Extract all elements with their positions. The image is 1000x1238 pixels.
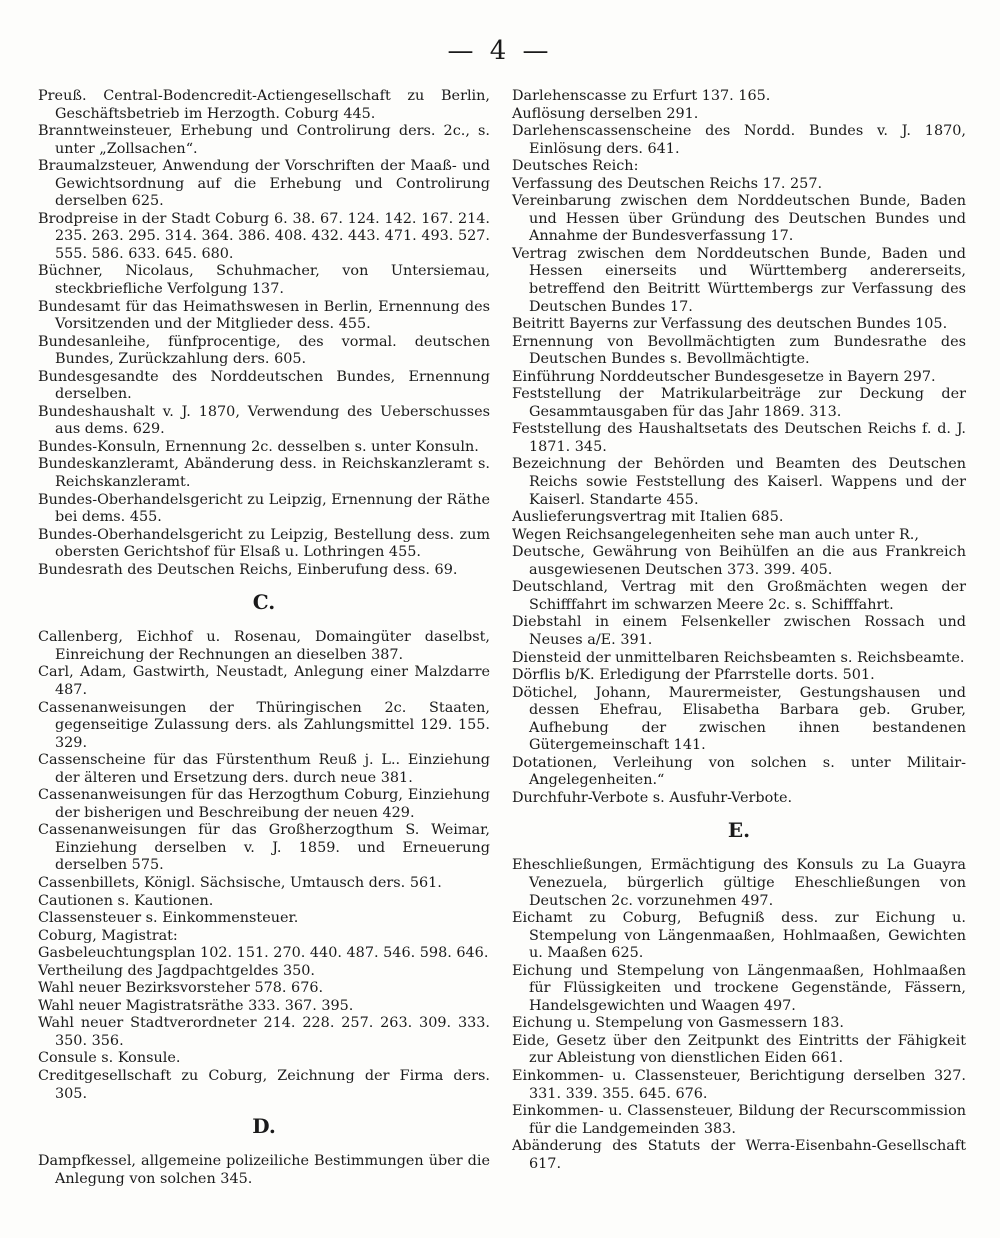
index-subentry: Einführung Norddeutscher Bundesgesetze in Bayern 297.: [512, 368, 936, 385]
index-subentry: Ernennung von Bevollmächtigten zum Bundesrathe des Deutschen Bundes s. Bevollmächtigte.: [512, 333, 966, 368]
entries-e-group: [512, 857, 966, 1173]
index-entry: Einkommen- u. Classensteuer, Bildung der Recurscommission für die Landgemeinden 383.: [512, 1103, 966, 1137]
entries-d2-group: [512, 544, 966, 807]
index-subentry: Vereinbarung zwischen dem Norddeutschen Bunde, Baden und Hessen über Gründung des Deutschen Bundes und Annahme der Bundesverfassung 17.: [512, 193, 966, 245]
index-entry: Cassenanweisungen für das Herzogthum Coburg, Einziehung der bisherigen und Beschreibung der neuen 429.: [38, 787, 490, 821]
reich-sub-group: [512, 176, 966, 544]
index-entry: Cassenscheine für das Fürstenthum Reuß j. L.. Einziehung der älteren und Ersetzung ders. durch neue 381.: [38, 752, 490, 786]
index-entry: Eichamt zu Coburg, Befugniß dess. zur Eichung u. Stempelung von Längenmaaßen, Hohlmaaßen, Gewichten u. Maaßen 625.: [512, 910, 966, 962]
index-entry: Dörflis b/K. Erledigung der Pfarrstelle dorts. 501.: [512, 667, 875, 684]
index-entry: Bundes-Oberhandelsgericht zu Leipzig, Bestellung dess. zum obersten Gerichtshof für Elsaß u. Lothringen 455.: [38, 526, 490, 561]
index-subentry: Vertrag zwischen dem Norddeutschen Bunde, Baden und Hessen einerseits und Württemberg andererseits, betreffend den Beitritt Württembergs zur Verfassung des Deutschen Bundes 17.: [512, 245, 966, 315]
index-entry: Darlehenscassenscheine des Nordd. Bundes v. J. 1870, Einlösung ders. 641.: [512, 123, 966, 157]
index-entry: Deutschland, Vertrag mit den Großmächten wegen der Schifffahrt im schwarzen Meere 2c. s. Schifffahrt.: [512, 579, 966, 613]
index-entry: Bundesamt für das Heimathswesen in Berlin, Ernennung des Vorsitzenden und der Mitglieder dess. 455.: [38, 298, 490, 333]
index-entry: Callenberg, Eichhof u. Rosenau, Domaingüter daselbst, Einreichung der Rechnungen an dieselben 387.: [38, 629, 490, 663]
index-entry: Preuß. Central-Bodencredit-Actiengesellschaft zu Berlin, Geschäftsbetrieb im Herzogth. Coburg 445.: [38, 88, 490, 122]
index-entry: Carl, Adam, Gastwirth, Neustadt, Anlegung einer Malzdarre 487.: [38, 664, 490, 698]
index-subentry: Bezeichnung der Behörden und Beamten des Deutschen Reichs sowie Feststellung des Kaiserl. Wappens und der Kaiserl. Standarte 455.: [512, 456, 966, 508]
index-subentry: Vertheilung des Jagdpachtgeldes 350.: [38, 962, 315, 979]
index-subentry: Feststellung der Matrikularbeiträge zur Deckung der Gesammtausgaben für das Jahr 1869. 313.: [512, 386, 966, 420]
index-entry: Creditgesellschaft zu Coburg, Zeichnung der Firma ders. 305.: [38, 1067, 490, 1102]
index-entry: Durchfuhr-Verbote s. Ausfuhr-Verbote.: [512, 789, 793, 806]
index-entry: Cassenanweisungen für das Großherzogthum S. Weimar, Einziehung derselben v. J. 1859. und Erneuerung derselben 575.: [38, 822, 490, 874]
index-entry: Bundeskanzleramt, Abänderung dess. in Reichskanzleramt s. Reichskanzleramt.: [38, 456, 490, 491]
index-subentry: Wahl neuer Magistratsräthe 333. 367. 395.: [38, 997, 354, 1014]
index-entry: Braumalzsteuer, Anwendung der Vorschriften der Maaß- und Gewichtsordnung auf die Erhebung und Controlirung derselben 625.: [38, 158, 490, 210]
entries-after-group: [38, 1050, 490, 1103]
index-entry: Classensteuer s. Einkommensteuer.: [38, 910, 299, 927]
index-entry: Diensteid der unmittelbaren Reichsbeamten s. Reichsbeamte.: [512, 649, 965, 666]
index-entry: Dotationen, Verleihung von solchen s. unter Militair-Angelegenheiten.“: [512, 754, 966, 789]
index-subentry: Wahl neuer Stadtverordneter 214. 228. 257. 263. 309. 333. 350. 356.: [38, 1015, 490, 1049]
index-entry: Auflösung derselben 291.: [512, 105, 699, 122]
index-entry: Deutsche, Gewährung von Beihülfen an die aus Frankreich ausgewiesenen Deutschen 373. 399. 405.: [512, 544, 966, 578]
index-subentry: Verfassung des Deutschen Reichs 17. 257.: [512, 175, 823, 192]
index-subentry: Wegen Reichsangelegenheiten sehe man auch unter R.,: [512, 526, 919, 543]
index-entry: Eide, Gesetz über den Zeitpunkt des Eintritts der Fähigkeit zur Ableistung von dienstlichen Eiden 661.: [512, 1032, 966, 1067]
index-subentry: Feststellung des Haushaltsetats des Deutschen Reichs f. d. J. 1871. 345.: [512, 421, 966, 455]
coburg-sub-group: [38, 945, 490, 1050]
entries-d-right-group: [512, 88, 966, 176]
index-entry: Bundesanleihe, fünfprocentige, des vormal. deutschen Bundes, Zurückzahlung ders. 605.: [38, 333, 490, 368]
index-subentry: Wahl neuer Bezirksvorsteher 578. 676.: [38, 980, 324, 997]
index-entry: Bundesrath des Deutschen Reichs, Einberufung dess. 69.: [38, 561, 458, 578]
index-entry: Cautionen s. Kautionen.: [38, 892, 214, 909]
index-entry: Darlehenscasse zu Erfurt 137. 165.: [512, 88, 771, 104]
section-letter-e: E.: [727, 818, 751, 843]
index-entry: Eichung und Stempelung von Längenmaaßen, Hohlmaaßen für Flüssigkeiten und trockene Gegenstände, Fässern, Handelsgewichten und Waagen 497.: [512, 962, 966, 1014]
index-entry: Diebstahl in einem Felsenkeller zwischen Rossach und Neuses a/E. 391.: [512, 614, 966, 648]
index-subentry: Gasbeleuchtungsplan 102. 151. 270. 440. 487. 546. 598. 646.: [38, 945, 489, 962]
index-entry: Eheschließungen, Ermächtigung des Konsuls zu La Guayra Venezuela, bürgerlich gültige Eheschließungen von Deutschen 2c. vorzunehmen 497.: [512, 857, 966, 909]
index-entry: Bundes-Oberhandelsgericht zu Leipzig, Ernennung der Räthe bei dems. 455.: [38, 491, 490, 526]
index-entry: Bundeshaushalt v. J. 1870, Verwendung des Ueberschusses aus dems. 629.: [38, 403, 490, 438]
index-entry: Cassenbillets, Königl. Sächsische, Umtausch ders. 561.: [38, 874, 442, 891]
right-column: [512, 88, 966, 1173]
index-entry: Brodpreise in der Stadt Coburg 6. 38. 67. 124. 142. 167. 214. 235. 263. 295. 314. 364. 386. 408. 432. 443. 471. 493. 527. 555. 586. 633. 645. 680.: [38, 210, 490, 262]
index-entry: Coburg, Magistrat:: [38, 927, 178, 944]
index-entry: Dampfkessel, allgemeine polizeiliche Bestimmungen über die Anlegung von solchen 345.: [38, 1153, 490, 1187]
entries-cc-group: [38, 629, 490, 945]
index-subentry: Beitritt Bayerns zur Verfassung des deutschen Bundes 105.: [512, 316, 948, 333]
index-entry: Deutsches Reich:: [512, 158, 639, 175]
index-entry: Abänderung des Statuts der Werra-Eisenbahn-Gesellschaft 617.: [512, 1138, 966, 1172]
page-number: — 4 —: [447, 36, 553, 66]
section-letter-c: C.: [252, 590, 276, 615]
index-entry: Consule s. Konsule.: [38, 1050, 181, 1067]
index-entry: Eichung u. Stempelung von Gasmessern 183.: [512, 1015, 844, 1032]
entries-c-group: [38, 88, 490, 579]
section-letter-d: D.: [252, 1114, 276, 1139]
entries-d-group: [38, 1153, 490, 1188]
index-entry: Bundes-Konsuln, Ernennung 2c. desselben s. unter Konsuln.: [38, 438, 479, 455]
index-entry: Dötichel, Johann, Maurermeister, Gestungshausen und dessen Ehefrau, Elisabetha Barbara geb. Gruber, Aufhebung der zwischen ihnen bestandenen Gütergemeinschaft 141.: [512, 684, 966, 754]
index-entry: Bundesgesandte des Norddeutschen Bundes, Ernennung derselben.: [38, 368, 490, 403]
left-column: [38, 88, 490, 1188]
index-entry: Büchner, Nicolaus, Schuhmacher, von Untersiemau, steckbriefliche Verfolgung 137.: [38, 263, 490, 298]
index-entry: Branntweinsteuer, Erhebung und Controlirung ders. 2c., s. unter „Zollsachen“.: [38, 123, 490, 157]
index-entry: Einkommen- u. Classensteuer, Berichtigung derselben 327. 331. 339. 355. 645. 676.: [512, 1067, 966, 1102]
index-entry: Cassenanweisungen der Thüringischen 2c. Staaten, gegenseitige Zulassung ders. als Zahlungsmittel 129. 155. 329.: [38, 699, 490, 751]
index-subentry: Auslieferungsvertrag mit Italien 685.: [512, 509, 784, 526]
